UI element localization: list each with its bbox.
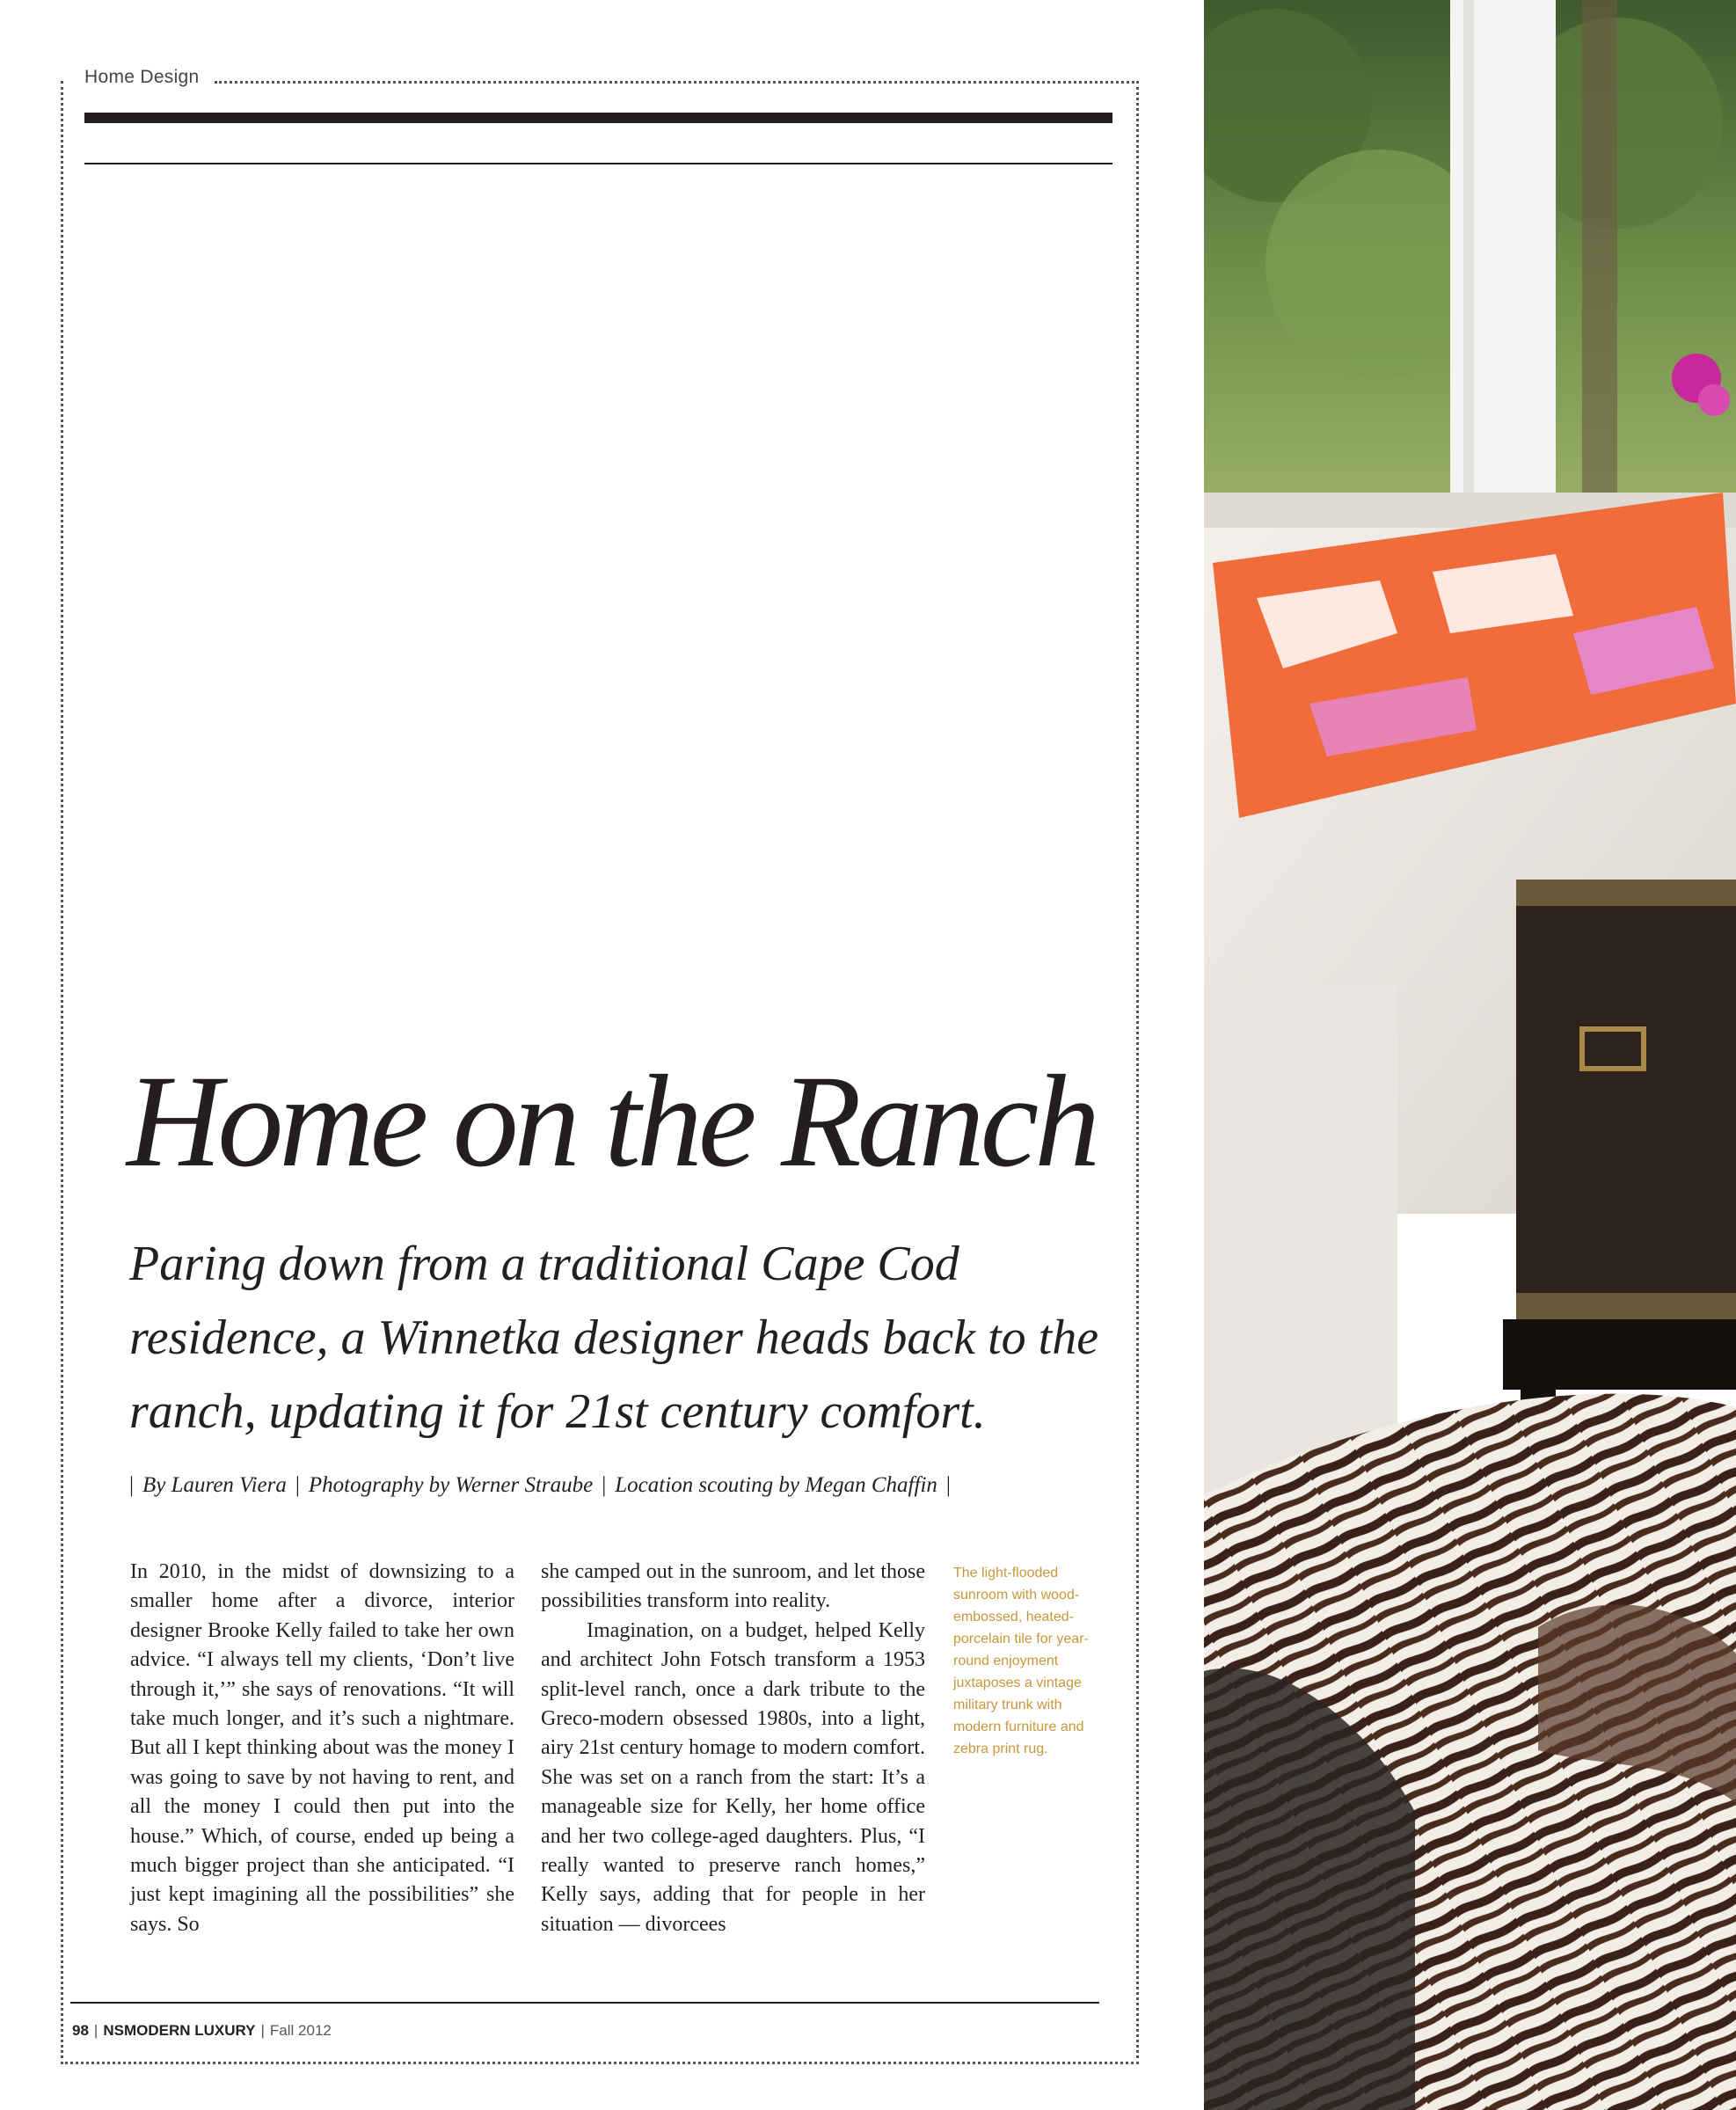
issue-date: Fall 2012 bbox=[269, 2022, 332, 2039]
credit-divider: | bbox=[945, 1473, 951, 1497]
credit-photography: Photography by Werner Straube bbox=[308, 1473, 594, 1497]
body-column-1 bbox=[130, 1558, 514, 1939]
credit-divider: | bbox=[129, 1473, 135, 1497]
credit-writer: By Lauren Viera bbox=[142, 1473, 287, 1497]
credit-divider: | bbox=[602, 1473, 607, 1497]
folio-divider: | bbox=[260, 2022, 265, 2039]
body-paragraph: In 2010, in the midst of downsizing to a smaller home after a divorce, interior designer Brooke Kelly failed to take her own advice. “I always tell my clients, ‘Don’t live through it,’” she says of renovations. “It will take much longer, and it’s such a nightmare. But all I kept thinking about was the money I was going to save by not having to rent, and all the money I could then put into the house.” Which, of course, ended up being a much bigger project than she anticipated. “I just kept imagining all the possibilities” she says. So bbox=[130, 1560, 514, 1936]
section-label: Home Design bbox=[84, 67, 200, 87]
article-headline: Home on the Ranch bbox=[127, 1048, 1097, 1194]
page-frame-top bbox=[215, 81, 1139, 84]
folio-divider: | bbox=[93, 2022, 98, 2039]
header-thick-rule bbox=[84, 113, 1112, 123]
body-column-2 bbox=[541, 1558, 925, 1939]
photo-caption: The light-flooded sunroom with wood-embossed, heated-porcelain tile for year-round enjoyment juxtaposes a vintage military trunk with modern furniture and zebra print rug. bbox=[953, 1566, 1089, 1756]
footer-rule bbox=[70, 2002, 1099, 2004]
article-credits bbox=[129, 1473, 1114, 1498]
publication-name: NSMODERN LUXURY bbox=[103, 2022, 256, 2039]
sunroom-photo-illustration bbox=[1204, 0, 1736, 2110]
body-paragraph: Imagination, on a budget, helped Kelly and architect John Fotsch transform a 1953 split-level ranch, once a dark tribute to the Greco-modern obsessed 1980s, into a light, airy 21st century homage to modern comfort. She was set on a ranch from the start: It’s a manageable size for Kelly, her home office and her two college-aged daughters. Plus, “I really wanted to preserve ranch homes,” Kelly says, adding that for people in her situation — divorcees bbox=[541, 1618, 925, 1936]
folio bbox=[72, 2022, 332, 2040]
article-dek: Paring down from a traditional Cape Cod residence, a Winnetka designer heads back to the ranch, updating it for 21st century comfort. bbox=[129, 1237, 1099, 1439]
credit-divider: | bbox=[295, 1473, 300, 1497]
body-paragraph: she camped out in the sunroom, and let those possibilities transform into reality. bbox=[541, 1560, 925, 1613]
header-thin-rule bbox=[84, 163, 1112, 164]
page-number: 98 bbox=[72, 2022, 89, 2039]
credit-scouting: Location scouting by Megan Chaffin bbox=[615, 1473, 937, 1497]
sunroom-photo bbox=[1204, 0, 1736, 2110]
